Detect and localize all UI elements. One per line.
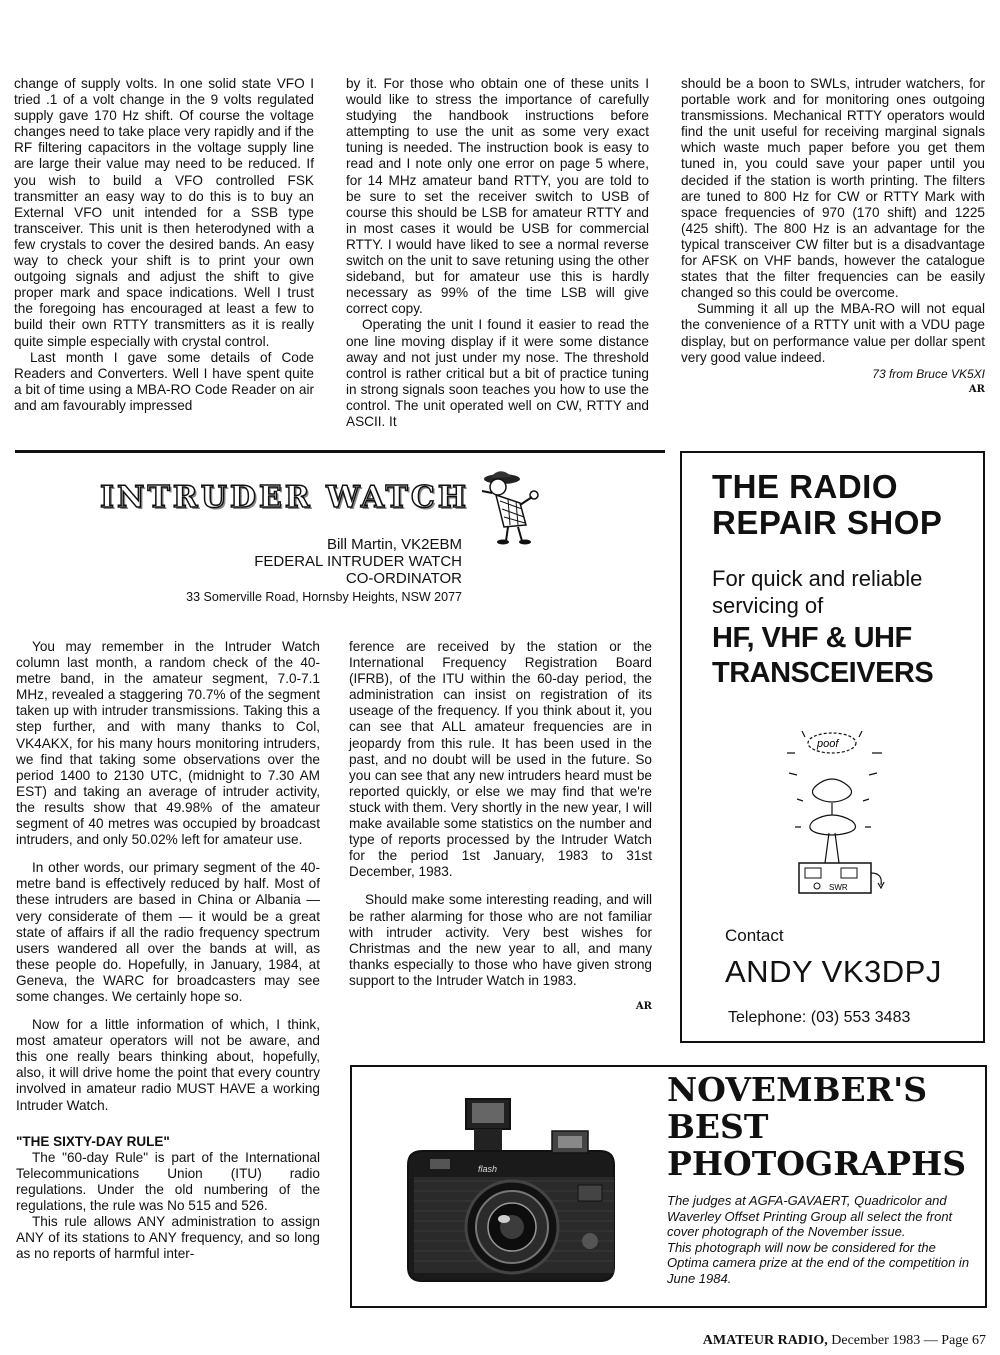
paragraph: You may remember in the Intruder Watch column last month, a random check of the 40-metre band, in the amateur segment, 7.0-7.1 MHz, revealed a staggering 70.7% of the segment taken up with intruder transmissions. Taking this a step further, and with many thanks to Col, VK4AKX, for his many hours monitoring intruders, we find that taking some observations over the period 1400 to 2130 UTC, (midnight to 7.30 AM EST) and taking an average of intruder activity, the results show that 49.98% of the amateur segment of 40 metres was occupied by broadcast intruders, and only 50.02% left for amateur use. (16, 639, 320, 848)
intruder-watch-banner (100, 480, 470, 540)
ad-title: BEST (667, 1107, 769, 1146)
top-article-col-2 (346, 76, 649, 430)
contact-label: Contact (725, 926, 784, 945)
paragraph: The "60-day Rule" is part of the International Telecommunications Union (ITU) radio regulations. Under the old numbering of the regulations, the rule was No 515 and 526. (16, 1149, 320, 1213)
ad-subtitle: For quick and reliable (712, 566, 923, 591)
signoff: 73 from Bruce VK5XI (872, 366, 985, 381)
paragraph: Summing it all up the MBA-RO will not equal the convenience of a RTTY unit with a VDU page display, but on performance value per dollar spent very good value indeed. (681, 301, 985, 365)
contact-phone: Telephone: (03) 553 3483 (728, 1009, 911, 1026)
poof-text: poof (817, 738, 839, 750)
intruder-byline (150, 536, 462, 604)
contact-name: ANDY VK3DPJ (725, 954, 942, 989)
end-mark: AR (968, 383, 985, 395)
exploding-radio-icon (777, 723, 897, 913)
top-article-col-3 (681, 76, 985, 398)
ad-title: THE RADIO (712, 468, 898, 505)
author-role: CO-ORDINATOR (345, 570, 462, 587)
top-article-col-1 (14, 76, 314, 414)
author-address: 33 Somerville Road, Hornsby Heights, NSW 2077 (186, 590, 462, 604)
ad-subtitle: servicing of (712, 593, 824, 618)
paragraph: Last month I gave some details of Code Readers and Converters. Well I have spent quite a bit of time using a MBA-RO Code Reader on air and am favourably impressed (14, 349, 314, 413)
ad-title: REPAIR SHOP (712, 504, 943, 541)
paragraph: Operating the unit I found it easier to read the one line moving display if it were some distance away and not just under my nose. The threshold control is rather critical but a bit of practice tuning in strong signals soon teaches you how to use the control. The unit operated well on CW, RTTY and ASCII. It (346, 317, 649, 429)
intruder-col-1 (16, 639, 320, 1262)
ad-text: The judges at AGFA-GAVAERT, Quadricolor and Waverley Offset Printing Group all select the front cover photograph of the November issue. (667, 1193, 953, 1239)
page-footer (703, 1333, 986, 1349)
banner-title: INTRUDER WATCH (100, 480, 470, 515)
ad-services: HF, VHF & UHF (712, 622, 912, 654)
flash-label: flash (478, 1164, 498, 1174)
paragraph: change of supply volts. In one solid state VFO I tried .1 of a volt change in the 9 volts regulated supply gave 170 Hz shift. Of course the voltage changes need to take place very rapidly and if the RF filtering capacitors in the voltage supply line are large their value may need to be reduced. If you wish to build a VFO controlled FSK transmitter an easy way to do this is to buy an External VFO unit intended for a SSB type transceiver. This unit is then heterodyned with a few crystals to cover the desired bands. An easy way to check your shift is to print your own outgoing signals and adjust the shift to give proper mark and space indications. Well I trust the foregoing has encouraged at least a few to build their own RTTY transmitters as it is really quite simple especially with crystal control. (14, 76, 314, 349)
end-mark: AR (635, 1000, 652, 1012)
author-name: Bill Martin, VK2EBM (326, 536, 462, 553)
camera-icon (400, 1081, 630, 1296)
swr-label: SWR (829, 883, 848, 892)
ad-title: NOVEMBER'S (667, 1070, 928, 1109)
author-role: FEDERAL INTRUDER WATCH (254, 553, 462, 570)
paragraph: Should make some interesting reading, and will be rather alarming for those who are not familiar with intruder activity. Very best wishes for Christmas and the new year to all, and many thanks especially to those who have given strong support to the Intruder Watch in 1983. (349, 892, 652, 988)
paragraph: In other words, our primary segment of the 40-metre band is effectively reduced by half. Most of these intruders are based in China or Albania — very considerate of them — it would be a great state of affairs if all the radio frequency spectrum users wandered all over the bands at will, as these people do. Hopefully, in January, 1984, at Geneva, the WARC for broadcasters may see some changes. We certainly hope so. (16, 860, 320, 1004)
paragraph: by it. For those who obtain one of these units I would like to stress the importance of carefully studying the handbook instructions before attempting to use the unit as some very exact tuning is needed. The instruction book is easy to read and I note only one error on page 5 where, for 14 MHz amateur band RTTY, you are told to be sure to set the receiver switch to USB of course this should be LSB for amateur RTTY and in most cases it would be USB for commercial RTTY. I would have liked to see a normal reverse switch on the unit to save retuning using the other sideband, but for amateur use this is hardly necessary as 99% of the time LSB will give correct copy. (346, 76, 649, 317)
magazine-name: AMATEUR RADIO, (702, 1333, 828, 1348)
issue-page: December 1983 — Page 67 (831, 1333, 986, 1348)
section-rule (15, 450, 665, 453)
ad-title: PHOTOGRAPHS (667, 1144, 967, 1183)
ad-text: This photograph will now be considered for the Optima camera prize at the end of the competition in June 1984. (667, 1239, 970, 1286)
best-photographs-ad (350, 1065, 987, 1308)
subheading: "THE SIXTY-DAY RULE" (16, 1133, 170, 1149)
ad-services: TRANSCEIVERS (712, 657, 934, 689)
intruder-col-2 (349, 639, 652, 1015)
detective-icon (470, 463, 555, 548)
paragraph: ference are received by the station or the International Frequency Registration Board (IFRB), of the ITU within the 60-day period, the administration can insist on registration of its useage of the frequency. If you think about it, you can see that ALL amateur frequencies are in jeopardy from this rule. It has been used in the past, and no doubt will be used in the future. So you can see that any new intruders heard must be reported quickly, or else we may find that we're stuck with them. Very shortly in the new year, I will make available some statistics on the number and type of reports processed by the Intruder Watch for the period 1st January, 1983 to 31st December, 1983. (349, 639, 652, 880)
paragraph: should be a boon to SWLs, intruder watchers, for portable work and for monitoring ones outgoing transmissions. Mechanical RTTY operators would find the unit useful for receiving marginal signals which waste much paper before you get them tuned in, you could save your paper until you decided if the station is worth printing. The filters are tuned to 800 Hz for CW or RTTY Mark with space frequencies of 970 (170 shift) and 1225 (425 shift). The 800 Hz is an advantage for the typical transceiver CW filter but is a disadvantage for AFSK on VHF bands, however the catalogue states that the filter frequencies can be easily changed so this could be overcome. (681, 76, 985, 301)
radio-repair-ad (680, 451, 985, 1043)
paragraph: Now for a little information of which, I think, most amateur operators will not be aware, and this one really bears thinking about, hopefully, also, it will drive home the point that every country involved in amateur radio MUST HAVE a working Intruder Watch. (16, 1017, 320, 1113)
paragraph: This rule allows ANY administration to assign ANY of its stations to ANY frequency, and so long as no reports of harmful inter- (16, 1214, 320, 1262)
